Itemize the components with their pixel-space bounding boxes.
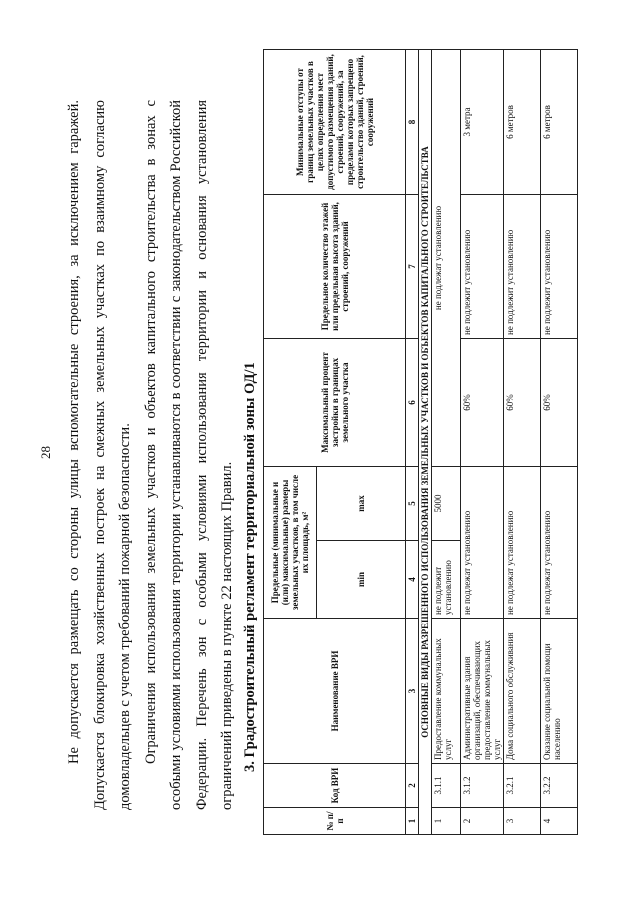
column-number: 5 [406, 466, 419, 540]
row-code: 3.2.2 [541, 764, 578, 808]
zoning-regulation-table [263, 49, 578, 835]
column-number: 1 [406, 808, 419, 835]
row-setback: 3 метра [461, 49, 504, 194]
row-floors: не подлежит установлению [461, 194, 504, 338]
header-min: min [317, 541, 406, 619]
row-name: Административные здания организаций, обеспечивающих предоставление коммунальных услуг [461, 619, 504, 764]
section-heading: 3. Градостроительный регламент территориальной зоны ОД/1 [242, 362, 258, 772]
row-rest: не подлежат установлению [432, 49, 461, 466]
header-name: Наименование ВРИ [264, 619, 406, 764]
row-sizes: не подлежат установлению [461, 466, 504, 618]
paragraph-garages: Не допускается размещать со стороны улицы вспомогательные строения, за исключением гаражей. Допускается блокировка хозяйственных построек на смежных земельных участках по взаимному согласию домовладельцев с учетом требований пожарной безопасности. [66, 100, 133, 810]
section-title-row [419, 49, 432, 834]
body-text [62, 100, 241, 810]
table-row [541, 49, 578, 834]
row-num: 2 [461, 808, 504, 835]
column-number: 8 [406, 49, 419, 194]
paragraph-restrictions: Ограничения использования земельных участков и объектов капитального строительства в зонах с особыми условиями использования территории устанавливаются в соответствии с законодательством Российской Федерации. Перечень зон с особыми условиями использования территории и основания установления ограничений приведены в пункте 22 настоящих Правил. [142, 100, 235, 810]
header-percent: Максимальный процент застройки в границах земельного участка [264, 338, 406, 466]
page-number: 28 [38, 446, 53, 459]
row-code: 3.1.1 [432, 764, 461, 808]
row-name: Дома социального обслуживания [504, 619, 541, 764]
row-floors: не подлежит установлению [504, 194, 541, 338]
column-number: 6 [406, 338, 419, 466]
row-name: Предоставление коммунальных услуг [432, 619, 461, 764]
table-row [504, 49, 541, 834]
row-max-size: 5000 [432, 466, 461, 540]
row-name: Оказание социальной помощи населению [541, 619, 578, 764]
column-number: 4 [406, 541, 419, 619]
row-sizes: не подлежат установлению [504, 466, 541, 618]
column-number: 3 [406, 619, 419, 764]
header-num: № п/п [264, 808, 406, 835]
row-percent: 60% [541, 338, 578, 466]
table-row [432, 49, 461, 834]
row-min-size: не подлежит установлению [432, 541, 461, 619]
header-code: Код ВРИ [264, 764, 406, 808]
column-number: 2 [406, 764, 419, 808]
row-percent: 60% [504, 338, 541, 466]
row-num: 1 [432, 808, 461, 835]
row-num: 4 [541, 808, 578, 835]
header-floors: Предельное количество этажей или предельная высота зданий, строений, сооружений [264, 194, 406, 338]
row-code: 3.2.1 [504, 764, 541, 808]
header-row [264, 49, 317, 834]
header-sizes: Предельные (минимальные и (или) максимальные) размеры земельных участков, в том числе их площадь, м² [264, 466, 317, 618]
header-max: max [317, 466, 406, 540]
row-setback: 6 метров [541, 49, 578, 194]
row-setback: 6 метров [504, 49, 541, 194]
column-number-row [406, 49, 419, 834]
header-setbacks: Минимальные отступы от границ земельных участков в целях определения мест допустимого размещения зданий, строений, сооружений, за пределами которых запрещено строительство зданий, строений, сооружений [264, 49, 406, 194]
row-sizes: не подлежат установлению [541, 466, 578, 618]
row-percent: 60% [461, 338, 504, 466]
row-floors: не подлежит установлению [541, 194, 578, 338]
table-row [461, 49, 504, 834]
row-code: 3.1.2 [461, 764, 504, 808]
column-number: 7 [406, 194, 419, 338]
section-title: ОСНОВНЫЕ ВИДЫ РАЗРЕШЕННОГО ИСПОЛЬЗОВАНИЯ ЗЕМЕЛЬНЫХ УЧАСТКОВ И ОБЪЕКТОВ КАПИТАЛЬНОГО СТРОИТЕЛЬСТВА [419, 49, 432, 834]
row-num: 3 [504, 808, 541, 835]
